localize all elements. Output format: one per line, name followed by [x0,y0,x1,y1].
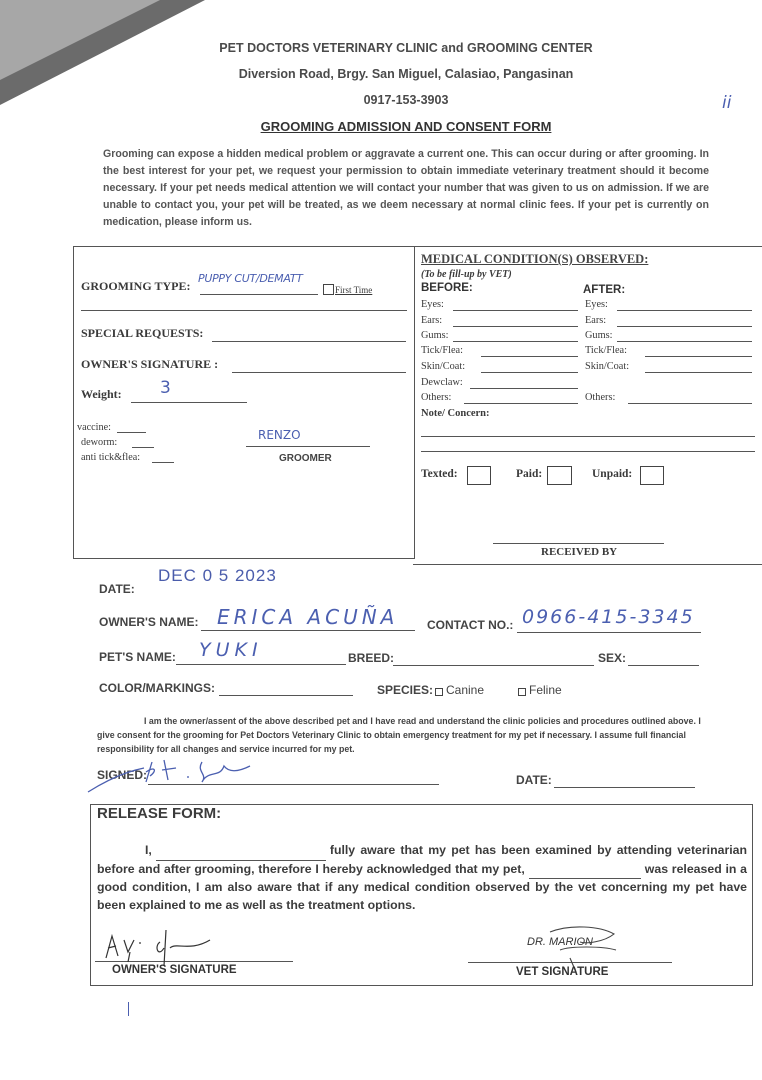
grooming-type-value[interactable]: PUPPY CUT/DEMATT [198,272,303,285]
after-others-line[interactable] [628,403,752,404]
feline-checkbox[interactable] [518,688,526,696]
first-time-label: First Time [335,285,373,295]
date-stamp[interactable]: DEC 0 5 2023 [158,566,277,585]
contact-line [517,632,701,633]
owner-name-label: OWNER'S NAME: [99,615,199,629]
species-label: SPECIES: [377,683,434,697]
after-ears-line[interactable] [617,326,752,327]
groomer-label: GROOMER [279,453,332,464]
color-markings-line[interactable] [219,695,353,696]
feline-label: Feline [529,683,562,697]
special-requests-label: SPECIAL REQUESTS: [81,326,204,340]
special-requests-line[interactable] [212,341,406,342]
deworm-line[interactable] [132,447,154,448]
owner-signature-line[interactable] [232,372,406,373]
signed-date-line[interactable] [554,787,695,788]
after-eyes-label: Eyes: [585,299,608,310]
after-tickflea-line[interactable] [645,356,752,357]
sex-label: SEX: [598,651,627,665]
groomer-line [246,446,370,447]
signed-label: SIGNED: [97,768,148,782]
after-heading: AFTER: [583,284,626,296]
after-skincoat-label: Skin/Coat: [585,361,630,372]
unpaid-checkbox[interactable] [640,466,664,485]
signed-date-label: DATE: [516,773,552,787]
weight-value[interactable]: 3 [160,378,171,398]
before-others-line[interactable] [464,403,578,404]
release-text-1: fully aware that my pet has been examined by attending veterinarian before and after grooming, therefore I hereby acknowledged that my pet, [97,843,747,876]
stray-pen-mark [128,1002,129,1016]
release-paragraph [97,842,747,914]
note-line-1[interactable] [421,436,755,437]
release-owner-scribble [100,922,220,966]
pet-name-line [176,664,346,665]
owner-signature-scribble [84,752,264,796]
weight-line [131,402,247,403]
before-tickflea-label: Tick/Flea: [421,345,463,356]
clinic-address: Diversion Road, Brgy. San Miguel, Calasiao, Pangasinan [238,67,574,81]
vet-signature-label: VET SIGNATURE [516,966,609,978]
first-time-checkbox[interactable] [323,284,334,295]
grooming-type-label: GROOMING TYPE: [81,279,191,293]
medical-subtitle: (To be fill-up by VET) [421,269,512,280]
before-others-label: Others: [421,392,452,403]
after-ears-label: Ears: [585,315,607,326]
received-by-line[interactable] [493,543,664,544]
grooming-extra-line [81,310,407,311]
before-skincoat-line[interactable] [481,372,578,373]
color-markings-label: COLOR/MARKINGS: [99,681,215,695]
release-i-label: I, [145,843,152,857]
owner-signature-label: OWNER'S SIGNATURE : [81,357,219,371]
intro-paragraph: Grooming can expose a hidden medical problem or aggravate a current one. This can occur during or after grooming. In the best interest for your pet, we request your permission to obtain immediate veterinary treatment should it become necessary. If your pet needs medical attention we will contact your number that was given to us on admission. If we are unable to contact you, your pet will be treated, as we deem necessary at normal clinic fees. If your pet is currently on medication, please inform us. [103,148,709,228]
note-line-2[interactable] [421,451,755,452]
groomer-value[interactable]: RENZO [258,428,301,442]
after-eyes-line[interactable] [617,310,752,311]
pet-name-label: PET'S NAME: [99,650,176,664]
received-by-label: RECEIVED BY [541,546,618,558]
before-tickflea-line[interactable] [481,356,578,357]
consent-paragraph [97,714,707,756]
release-pet-line[interactable] [529,861,641,880]
owner-name-value[interactable]: ERICA ACUÑA [217,605,399,629]
before-dewclaw-line[interactable] [470,388,578,389]
pet-name-value[interactable]: YUKI [199,639,263,661]
paid-checkbox[interactable] [547,466,572,485]
before-eyes-line[interactable] [453,310,578,311]
vaccine-label: vaccine: [77,422,111,433]
release-title: RELEASE FORM: [97,805,222,822]
unpaid-label: Unpaid: [592,468,633,480]
before-heading: BEFORE: [421,282,473,294]
paid-label: Paid: [516,468,543,480]
vet-signature-value: DR. MARION [527,936,593,948]
canine-checkbox[interactable] [435,688,443,696]
release-name-line[interactable] [156,842,326,861]
release-text-2: was released in a good condition, I am also aware that if any medical condition observed by the vet concerning my pet have been explained to me as well as the treatment options. [97,861,748,912]
before-dewclaw-label: Dewclaw: [421,377,463,388]
date-label: DATE: [99,582,135,596]
before-ears-label: Ears: [421,315,443,326]
breed-line[interactable] [393,665,594,666]
weight-label: Weight: [81,387,122,401]
owner-name-line [201,630,415,631]
release-owner-signature-label: OWNER'S SIGNATURE [112,964,237,976]
note-label: Note/ Concern: [421,408,490,419]
deworm-label: deworm: [81,437,118,448]
after-skincoat-line[interactable] [645,372,752,373]
before-ears-line[interactable] [453,326,578,327]
anti-tick-line[interactable] [152,462,174,463]
form-title: GROOMING ADMISSION AND CONSENT FORM [260,119,552,134]
after-tickflea-label: Tick/Flea: [585,345,627,356]
texted-label: Texted: [421,468,458,480]
after-gums-line[interactable] [617,341,752,342]
corner-mark: ii [722,93,732,113]
canine-label: Canine [446,683,485,697]
medical-title: MEDICAL CONDITION(S) OBSERVED: [421,252,649,266]
grooming-type-line [200,294,318,295]
before-eyes-label: Eyes: [421,299,444,310]
clinic-name: PET DOCTORS VETERINARY CLINIC and GROOMING CENTER [219,41,593,55]
before-gums-line[interactable] [453,341,578,342]
contact-value[interactable]: 0966-415-3345 [522,606,695,628]
breed-label: BREED: [348,651,395,665]
sex-line[interactable] [628,665,699,666]
before-skincoat-label: Skin/Coat: [421,361,466,372]
anti-tick-label: anti tick&flea: [81,452,141,463]
vaccine-line[interactable] [117,432,146,433]
after-gums-label: Gums: [585,330,613,341]
before-gums-label: Gums: [421,330,449,341]
consent-text: I am the owner/assent of the above described pet and I have read and understand the clinic policies and procedures outlined above. I give consent for the grooming for Pet Doctors Veterinary Clinic to obtain emergency treatment for my pet if necessary. I assume full financial responsibility for all changes and service incurred for my pet. [97,716,701,754]
clinic-phone: 0917-153-3903 [363,93,449,107]
after-others-label: Others: [585,392,616,403]
contact-label: CONTACT NO.: [427,618,514,632]
texted-checkbox[interactable] [467,466,491,485]
